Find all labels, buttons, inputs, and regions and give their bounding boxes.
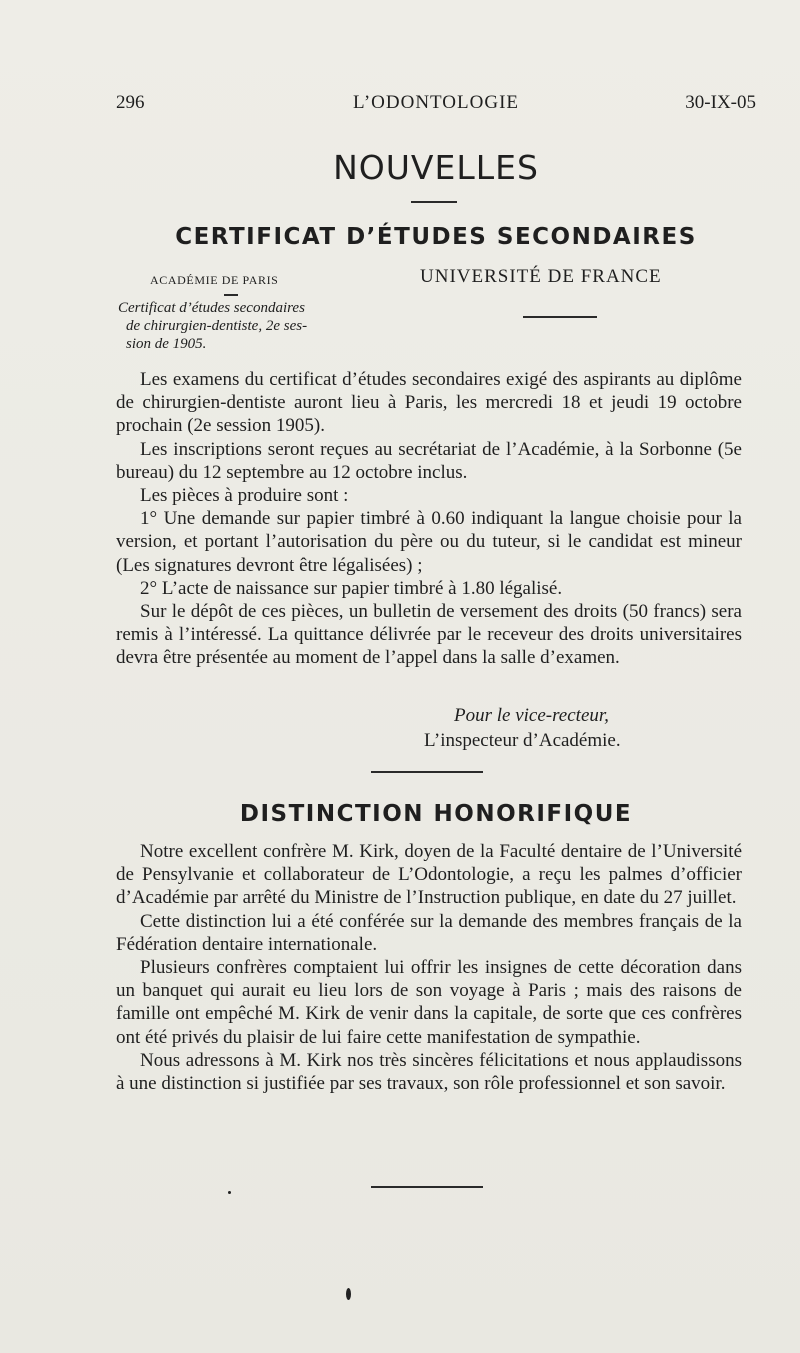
signature-line: Pour le vice-recteur, [454, 705, 609, 726]
section-title: NOUVELLES [333, 148, 539, 187]
signature-line: L’inspecteur d’Académie. [424, 730, 621, 751]
margin-note-line: de chirurgien-dentiste, 2e ses- [126, 318, 308, 334]
paragraph: Les pièces à produire sont : [140, 485, 349, 507]
universite-heading: UNIVERSITÉ DE FRANCE [420, 266, 662, 287]
paragraph: Nous adressons à M. Kirk nos très sincères félicitations et nous applaudissons à une distinction si justifiée par ses travaux, son rôle professionnel et son savoir. [116, 1049, 742, 1095]
issue-date: 30-IX-05 [685, 92, 756, 113]
article-title-certificat: CERTIFICAT D’ÉTUDES SECONDAIRES [175, 224, 697, 250]
univ-rule [523, 316, 597, 318]
ink-mark [346, 1288, 351, 1300]
paragraph: Plusieurs confrères comptaient lui offrir les insignes de cette décoration dans un banquet qui aurait eu lieu lors de son voyage à Paris ; mais des raisons de famille ont empêché M. Kirk de venir dans la capitale, de sorte que ces confrères ont été privés du plaisir de lui faire cette manifestation de sympathie. [116, 957, 742, 1048]
paragraph: Les examens du certificat d’études secondaires exigé des aspirants au diplôme de chirurgien-dentiste auront lieu à Paris, les mercredi 18 et jeudi 19 octobre prochain (2e session 1905). [116, 369, 742, 437]
academie-heading: ACADÉMIE DE PARIS [150, 273, 279, 287]
ink-mark [228, 1191, 231, 1194]
margin-note-line: Certificat d’études secondaires [118, 300, 305, 316]
article2-body [116, 840, 742, 1095]
page-number: 296 [116, 92, 145, 113]
paragraph: 2° L’acte de naissance sur papier timbré à 1.80 légalisé. [140, 577, 563, 599]
paragraph: 1° Une demande sur papier timbré à 0.60 indiquant la langue choisie pour la version, et portant l’autorisation du père ou du tuteur, si le candidat est mineur (Les signatures devront être légalisées) ; [116, 508, 742, 576]
end-rule [371, 1186, 483, 1188]
title-rule [411, 201, 457, 203]
journal-title: L’ODONTOLOGIE [352, 92, 520, 113]
paragraph: Notre excellent confrère M. Kirk, doyen de la Faculté dentaire de l’Université de Pensylvanie et collaborateur de L’Odontologie, a reçu les palmes d’officier d’Académie par arrêté du Ministre de l’Instruction publique, en date du 27 juillet. [116, 841, 742, 909]
heading-dash [224, 294, 238, 296]
paragraph: Les inscriptions seront reçues au secrétariat de l’Académie, à la Sorbonne (5e bureau) du 12 septembre au 12 octobre inclus. [116, 438, 742, 483]
article1-body [116, 368, 742, 670]
article-title-distinction: DISTINCTION HONORIFIQUE [239, 801, 633, 827]
paragraph: Cette distinction lui a été conférée sur la demande des membres français de la Fédération dentaire internationale. [116, 910, 742, 955]
margin-note-line: sion de 1905. [126, 336, 207, 352]
running-head [116, 92, 756, 116]
separator-rule [371, 771, 483, 773]
paragraph: Sur le dépôt de ces pièces, un bulletin de versement des droits (50 francs) sera remis à l’intéressé. La quittance délivrée par le receveur des droits universitaires devra être présentée au moment de l’appel dans la salle d’examen. [116, 601, 742, 669]
margin-note [118, 299, 378, 353]
